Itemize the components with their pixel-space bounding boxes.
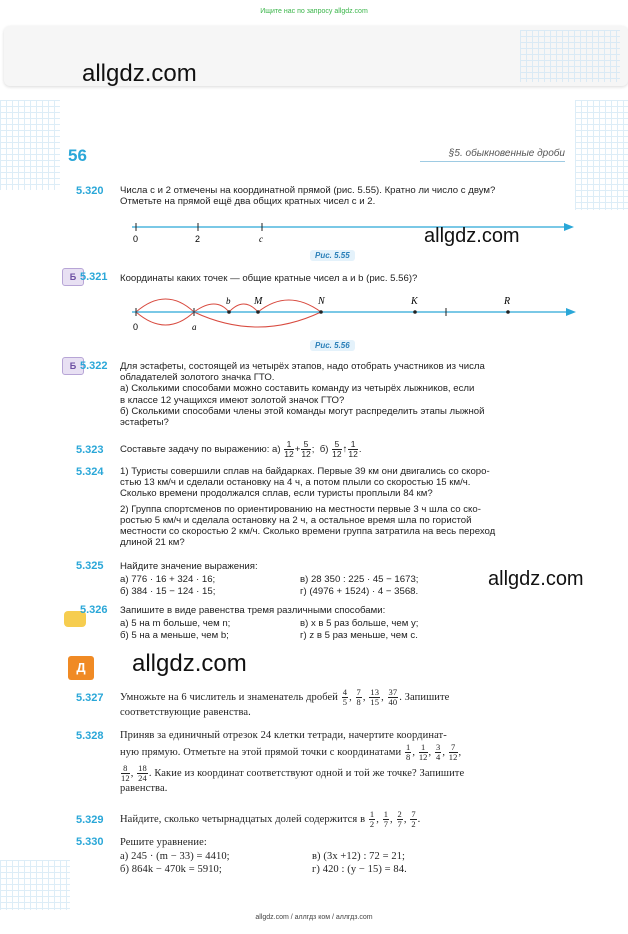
text-line: Числа c и 2 отмечены на координатной прямой (рис. 5.55). Кратно ли число c двум?: [120, 185, 496, 196]
text-line: ростью 5 км/ч и сделала остановку на 2 ч, а остальное время шла по гористой: [120, 514, 472, 526]
point-label: M: [254, 296, 263, 307]
fraction: $\frac{4}{5}$: [342, 687, 348, 707]
text-line: Запишите: [404, 691, 450, 703]
task-number: 5.326: [80, 604, 108, 616]
watermark: allgdz.com: [424, 225, 520, 247]
text-line: равенства.: [120, 782, 168, 794]
fraction: $\frac{5}{12}$: [332, 439, 342, 459]
fraction: $\frac{7}{8}$: [356, 687, 361, 707]
task-number: 5.327: [76, 692, 104, 704]
task-number: 5.320: [76, 185, 104, 197]
fraction: $\frac{13}{15}$: [370, 687, 380, 707]
grid-decoration: [0, 100, 60, 190]
page-number: 56: [68, 146, 87, 165]
grid-decoration: [520, 30, 620, 82]
task-number: 5.322: [80, 360, 108, 372]
fraction: $\frac{1}{7}$: [383, 809, 389, 829]
task-text: Умножьте на 6 числитель и знаменатель дробей $\frac{4}{5}$ , $\frac{7}{8}$ , $\frac{13}{15}$ , $\frac{37}{40}$ . Запишите соответствующие равенства.: [120, 688, 588, 720]
task-text: Найдите, сколько четырнадцатых долей содержится в $\frac{1}{2}$ , $\frac{1}{7}$ , $\frac{2}{7}$ , $\frac{7}{2}$ .: [120, 809, 421, 829]
expression: а) 776 · 16 + 324 · 16;: [120, 574, 216, 585]
text-line: Какие из координат соответствуют одной и той же точке? Запишите: [154, 767, 465, 779]
fraction: $\frac{3}{4}$: [435, 741, 441, 762]
fraction: $\frac{2}{7}$: [397, 809, 402, 829]
task-text: [120, 361, 590, 428]
number-line-5-56: [128, 290, 580, 338]
fraction: $\frac{18}{24}$: [138, 762, 147, 783]
text-line: эстафеты?: [120, 417, 169, 429]
text-line: Умножьте на 6 числитель и знаменатель дробей: [120, 691, 338, 703]
fraction: $\frac{8}{12}$: [121, 762, 130, 783]
expression: б) 5 на a меньше, чем b;: [120, 630, 229, 641]
task-number: 5.329: [76, 814, 104, 826]
footer-links[interactable]: allgdz.com / аллгдз ком / аллгдз.com: [255, 914, 373, 921]
equation: в) (3x +12) : 72 = 21;: [312, 851, 406, 862]
task-text: [120, 466, 590, 548]
text-line: Составьте задачу по выражению: а): [120, 444, 281, 456]
watermark: allgdz.com: [132, 650, 247, 677]
text-line: б): [319, 444, 329, 456]
text-line: Найдите, сколько четырнадцатых долей содержится в: [120, 813, 366, 825]
text-line: ную прямую. Отметьте на этой прямой точки с координатами: [120, 746, 402, 758]
watermark: allgdz.com: [82, 60, 197, 87]
task-title: Запишите в виде равенства тремя различными способами:: [120, 605, 386, 616]
task-title: Решите уравнение:: [120, 837, 207, 848]
challenge-icon: Б: [62, 357, 84, 375]
fraction: $\frac{1}{12}$: [348, 439, 358, 459]
fraction: $\frac{1}{12}$: [284, 439, 294, 459]
point-label: b: [226, 296, 231, 306]
task-title: Найдите значение выражения:: [120, 561, 258, 572]
point-label: R: [504, 296, 511, 307]
task-number: 5.330: [76, 836, 104, 848]
text-line: местности со скоростью 2 км/ч. Сколько времени группа затратила на весь переход: [120, 526, 496, 538]
task-number: 5.328: [76, 730, 104, 742]
task-number: 5.321: [80, 271, 108, 283]
task-number: 5.324: [76, 466, 104, 478]
text-line: Приняв за единичный отрезок 24 клетки тетради, начертите координат-: [120, 730, 447, 741]
equation: г) 420 : (y − 15) = 84.: [312, 864, 407, 875]
homework-badge: Д: [68, 656, 94, 680]
task-text: [120, 185, 590, 207]
figure-caption: Рис. 5.55: [310, 250, 355, 261]
fraction: $\frac{37}{40}$: [388, 687, 398, 707]
task-number: 5.325: [76, 560, 104, 572]
equation: а) 245 · (m − 33) = 4410;: [120, 851, 230, 862]
section-title: §5. обыкновенные дроби: [420, 148, 565, 162]
tick-label: 0: [133, 234, 139, 244]
task-number: 5.323: [76, 444, 104, 456]
expression: г) z в 5 раз меньше, чем c.: [300, 630, 418, 641]
text-line: а) Сколькими способами можно составить команду из четырёх лыжников, если: [120, 383, 475, 395]
text-line: обладателей золотого значка ГТО.: [120, 372, 275, 384]
tick-label: 2: [195, 234, 201, 244]
text-line: длиной 21 км?: [120, 537, 185, 549]
expression: в) 28 350 : 225 · 45 − 1673;: [300, 574, 419, 585]
fraction: $\frac{7}{2}$: [411, 809, 416, 829]
tick-label: c: [259, 234, 263, 244]
watermark: allgdz.com: [488, 568, 584, 590]
task-text: Координаты каких точек — общие кратные чисел a и b (рис. 5.56)?: [120, 273, 418, 284]
task-text: Приняв за единичный отрезок 24 клетки тетради, начертите координат- ную прямую. Отметьте на этой прямой точки с координатами $\frac{1}{8}$ , $\frac{1}{12}$ , $\frac{3}{4}$ , $\frac{7}{12}$ , $\frac{8}{12}$ , $\frac{18}{24}$ . Какие из координат соответствуют одной и той же точке? Запишите равенства.: [120, 730, 588, 795]
point-label: a: [192, 322, 197, 332]
expression: г) (4976 + 1524) · 4 − 3568.: [300, 586, 419, 597]
point-label: N: [318, 296, 325, 307]
text-line: Сколько времени продолжался сплав, если туристы проплыли 84 км?: [120, 488, 433, 500]
text-line: соответствующие равенства.: [120, 707, 251, 718]
fraction: $\frac{1}{2}$: [369, 809, 375, 829]
text-line: 1) Туристы совершили сплав на байдарках. Первые 39 км они двигались со скоро-: [120, 466, 490, 477]
expression: в) x в 5 раз больше, чем y;: [300, 618, 419, 629]
text-line: Отметьте на прямой ещё два общих кратных чисел c и 2.: [120, 196, 376, 208]
text-line: стью 13 км/ч и сделали остановку на 4 ч, а потом плыли со скоростью 15 км/ч.: [120, 477, 471, 489]
expression: б) 384 · 15 − 124 · 15;: [120, 586, 216, 597]
figure-caption: Рис. 5.56: [310, 340, 355, 351]
challenge-icon: Б: [62, 268, 84, 286]
text-line: б) Сколькими способами члены этой команды могут распределить этапы лыжной: [120, 405, 485, 417]
equation: б) 864k − 470k = 5910;: [120, 864, 222, 875]
fraction: $\frac{5}{12}$: [301, 439, 311, 459]
grid-decoration: [0, 860, 70, 910]
fraction: $\frac{7}{12}$: [448, 741, 458, 762]
task-text: Составьте задачу по выражению: а) $\frac{1}{12}$ + $\frac{5}{12}$ ; б) $\frac{5}{12}$ ↑ $\frac{1}{12}$ .: [120, 439, 362, 459]
top-note[interactable]: Ищите нас по запросу allgdz.com: [260, 8, 368, 15]
tick-label: 0: [133, 322, 139, 332]
text-line: Для эстафеты, состоящей из четырёх этапов, надо отобрать участников из числа: [120, 361, 485, 372]
text-line: 2) Группа спортсменов по ориентированию на местности первые 3 ч шла со ско-: [120, 503, 481, 515]
text-line: в классе 12 учащихся имеют золотой значок ГТО?: [120, 394, 345, 406]
point-label: K: [411, 296, 418, 307]
fraction: $\frac{1}{8}$: [406, 741, 411, 762]
fraction: $\frac{1}{12}$: [418, 741, 428, 762]
expression: а) 5 на m больше, чем n;: [120, 618, 231, 629]
